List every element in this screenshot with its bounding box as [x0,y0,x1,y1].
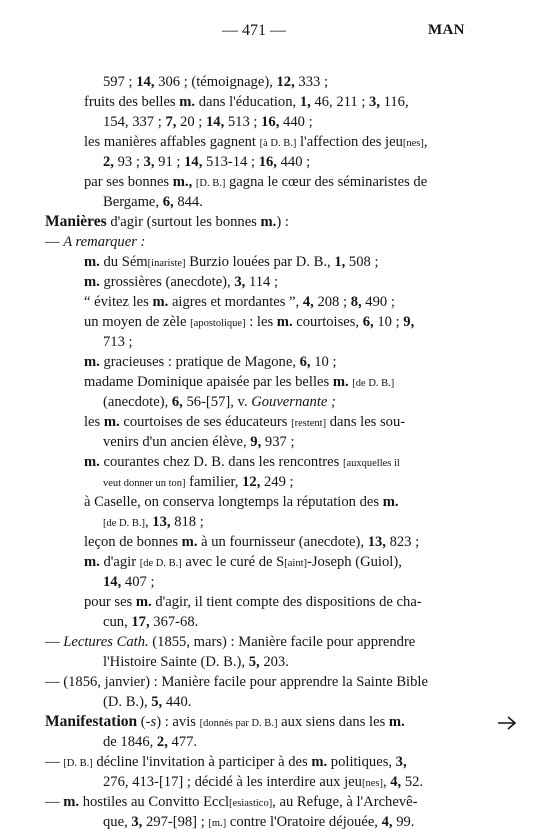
line-text: gracieuses : pratique de Magone, [99,354,300,370]
index-line [103,732,197,752]
line-text: 46, 211 ; [310,94,370,110]
line-text: m. [135,594,152,610]
line-text: aigres et mordantes ”, [168,294,303,310]
line-text: 8, [350,294,362,310]
line-text: [nes] [402,138,424,149]
line-text: m., [172,174,193,190]
line-text: les [84,414,104,430]
line-text: [esiastico] [229,798,273,809]
line-text: [aint] [284,558,307,569]
line-text: 154, 337 ; [103,114,166,130]
index-line [84,292,395,312]
line-text: m. [84,354,100,370]
line-text: m. [332,374,349,390]
line-text: d'agir, il tient compte des dispositions de cha- [151,594,422,610]
line-text: 513 ; [224,114,262,130]
line-text: 4, [381,814,393,830]
line-text: [de D. B.] [139,558,182,569]
line-text: m. [84,254,100,270]
line-text: Burzio louées par D. B., [185,254,335,270]
line-text: 844. [173,194,203,210]
line-text: m. [382,494,399,510]
line-text: (D. B.), [103,694,152,710]
line-text: 6, [171,394,183,410]
line-text: avec le curé de S [181,554,285,570]
index-line [103,72,328,92]
line-text: courantes chez D. B. dans les rencontres [99,454,343,470]
index-line [45,752,407,772]
line-text: , [145,514,153,530]
line-text: 9, [403,314,415,330]
line-text: 440. [162,694,192,710]
index-line [84,352,337,372]
line-text: — [45,634,64,650]
line-text: à Caselle, on conserva longtemps la réputation des [84,494,383,510]
index-line [84,172,427,192]
line-text: 937 ; [261,434,295,450]
line-text: m. [84,454,100,470]
index-line [103,772,423,792]
line-text: 333 ; [294,74,328,90]
line-text: 2, [103,154,114,170]
line-text: 407 ; [121,574,155,590]
line-text: 16, [258,154,277,170]
line-text: par ses bonnes [84,174,173,190]
index-line [45,792,417,812]
line-text: politiques, [327,754,396,770]
line-text: du Sém [99,254,148,270]
line-text: 12, [242,474,261,490]
line-text: d'agir [99,554,140,570]
index-line [84,132,428,152]
index-line [103,432,295,452]
line-text: — [45,794,64,810]
line-text: -s [145,714,157,730]
line-text: 5, [248,654,260,670]
line-text: 440 ; [279,114,313,130]
index-line [103,692,191,712]
line-text: 4, [390,774,402,790]
line-text: m. [181,534,198,550]
line-text: 10 ; [373,314,404,330]
line-text: 6, [362,314,374,330]
line-text: grossières (anecdote), [99,274,235,290]
line-text: “ évitez les [84,294,153,310]
line-text: 13, [367,534,386,550]
line-text: 99. [392,814,415,830]
line-text: 114 ; [245,274,278,290]
line-text: m. [84,554,100,570]
line-text: [auxquelles il [342,458,400,469]
index-line [84,592,422,612]
line-text: madame Dominique apaisée par les belles [84,374,333,390]
line-text: à un fournisseur (anecdote), [197,534,368,550]
line-text: m. [260,214,277,230]
page-number: — 471 — [222,22,286,39]
index-line [103,472,294,492]
line-text: cun, [103,614,132,630]
line-text: m. [179,94,196,110]
line-text: 440 ; [276,154,311,170]
line-text: m. [152,294,169,310]
line-text: 91 ; [154,154,185,170]
line-text: ( [137,714,146,730]
line-text: 9, [250,434,262,450]
line-text: 249 ; [260,474,294,490]
index-line [84,492,399,512]
line-text: [inariste] [147,258,186,269]
line-text: aux siens dans les [277,714,389,730]
line-text: m. [388,714,405,730]
line-text: 14, [103,574,122,590]
line-text: m. [84,274,100,290]
line-text: 306 ; (témoignage), [154,74,277,90]
line-text: 3, [369,94,380,110]
line-text: l'Histoire Sainte (D. B.), [103,654,249,670]
line-text: 56-[57], v. [182,394,252,410]
line-text: [m.] [208,818,227,829]
index-line [103,512,204,532]
line-text: décline l'invitation à participer à des [92,754,312,770]
line-text: 508 ; [345,254,379,270]
line-text: 14, [136,74,155,90]
line-text: (anecdote), [103,394,172,410]
index-line [45,212,289,232]
line-text: pour ses [84,594,136,610]
line-text: dans l'éducation, [195,94,300,110]
line-text: [de D. B.] [103,518,145,529]
line-text: Gouvernante ; [251,394,336,410]
line-text: Bergame, [103,194,163,210]
index-line [84,92,409,112]
page-header [0,22,537,46]
index-line [103,572,155,592]
index-line [45,232,145,252]
line-text: (1855, mars) : Manière facile pour apprendre [148,634,416,650]
line-text: contre l'Oratoire déjouée, [226,814,382,830]
line-text: 818 ; [170,514,204,530]
line-text: 14, [205,114,225,130]
line-text: familier, [185,474,243,490]
line-text: 2, [156,734,168,750]
line-text: leçon de bonnes [84,534,182,550]
line-text: hostiles au Convitto Eccl [79,794,230,810]
line-text: d'agir (surtout les bonnes [106,214,261,230]
line-text: — [45,234,64,250]
index-line [103,812,414,832]
line-text: A remarquer : [63,234,146,250]
entry-headword: Manières [45,213,107,230]
index-line [45,712,405,732]
index-line [84,452,400,472]
index-line [103,112,313,132]
line-text: que, [103,814,132,830]
index-line [84,412,405,432]
line-text: , [423,134,428,150]
line-text: [nes] [361,778,383,789]
line-text: venirs d'un ancien élève, [103,434,251,450]
index-line [103,332,133,352]
line-text: 276, 413-[17] ; décidé à les interdire aux jeu [103,774,362,790]
index-line [45,672,428,692]
line-text: 17, [131,614,150,630]
line-text: 297-[98] ; [142,814,209,830]
index-line [45,632,415,652]
line-text: [de D. B.] [352,378,395,389]
continue-arrow-icon [496,712,518,734]
line-text: ) : avis [156,714,200,730]
line-text: 477. [167,734,198,750]
line-text: 116, [379,94,409,110]
line-text: les manières affables gagnent [84,134,260,150]
line-text: m. [63,794,80,810]
index-line [103,152,310,172]
index-line [84,532,419,552]
line-text: courtoises de ses éducateurs [119,414,292,430]
line-text: — (1856, janvier) : Manière facile pour apprendre la Sainte Bible [45,674,428,690]
line-text: 597 ; [103,74,137,90]
line-text: 13, [152,514,171,530]
line-text: 12, [276,74,295,90]
line-text: 5, [151,694,163,710]
line-text: 203. [259,654,289,670]
line-text: [donnés par D. B.] [199,718,278,729]
line-text: 16, [261,114,280,130]
line-text: l'affection des jeu [296,134,403,150]
line-text: [restent] [291,418,327,429]
line-text: 1, [299,94,311,110]
index-line [103,192,203,212]
line-text: Lectures Cath. [63,634,149,650]
line-text: 823 ; [385,534,420,550]
entry-headword: Manifestation [45,713,138,730]
line-text: , [382,774,391,790]
index-line [84,252,379,272]
line-text: 208 ; [313,294,351,310]
line-text: 4, [302,294,314,310]
line-text: m. [276,314,293,330]
index-line [84,312,414,332]
line-text: veut donner un ton] [103,478,186,489]
line-text: 7, [165,114,177,130]
line-text: 3, [143,154,155,170]
line-text: 1, [334,254,346,270]
index-line [103,652,289,672]
line-text: 14, [184,154,203,170]
line-text: 3, [131,814,143,830]
line-text: de 1846, [103,734,157,750]
line-text: fruits des belles [84,94,180,110]
index-line [103,392,336,412]
line-text: 490 ; [361,294,395,310]
line-text: [D. B.] [195,178,226,189]
line-text: m. [311,754,328,770]
line-text: ) : [276,214,289,230]
line-text: , au Refuge, à l'Archevê- [272,794,418,810]
index-line [84,272,278,292]
index-line [103,612,198,632]
line-text: -Joseph (Guiol), [307,554,402,570]
line-text: 6, [162,194,174,210]
line-text: gagna le cœur des séminaristes de [225,174,428,190]
line-text: dans les sou- [326,414,406,430]
line-text: 713 ; [103,334,133,350]
line-text: [apostolique] [190,318,246,329]
line-text: — [45,754,64,770]
line-text: [à D. B.] [259,138,297,149]
line-text: 3, [395,754,407,770]
line-text: 513-14 ; [202,154,259,170]
line-text: 6, [299,354,311,370]
line-text: 20 ; [176,114,206,130]
line-text: courtoises, [292,314,363,330]
line-text: 10 ; [310,354,337,370]
line-text: un moyen de zèle [84,314,191,330]
line-text: 52. [401,774,424,790]
line-text: 3, [234,274,246,290]
line-text: : les [245,314,277,330]
index-line [84,552,402,572]
index-line [84,372,394,392]
line-text: [D. B.] [63,758,93,769]
line-text: m. [103,414,120,430]
running-head: MAN [428,22,465,38]
line-text: 367-68. [149,614,199,630]
line-text: 93 ; [113,154,144,170]
